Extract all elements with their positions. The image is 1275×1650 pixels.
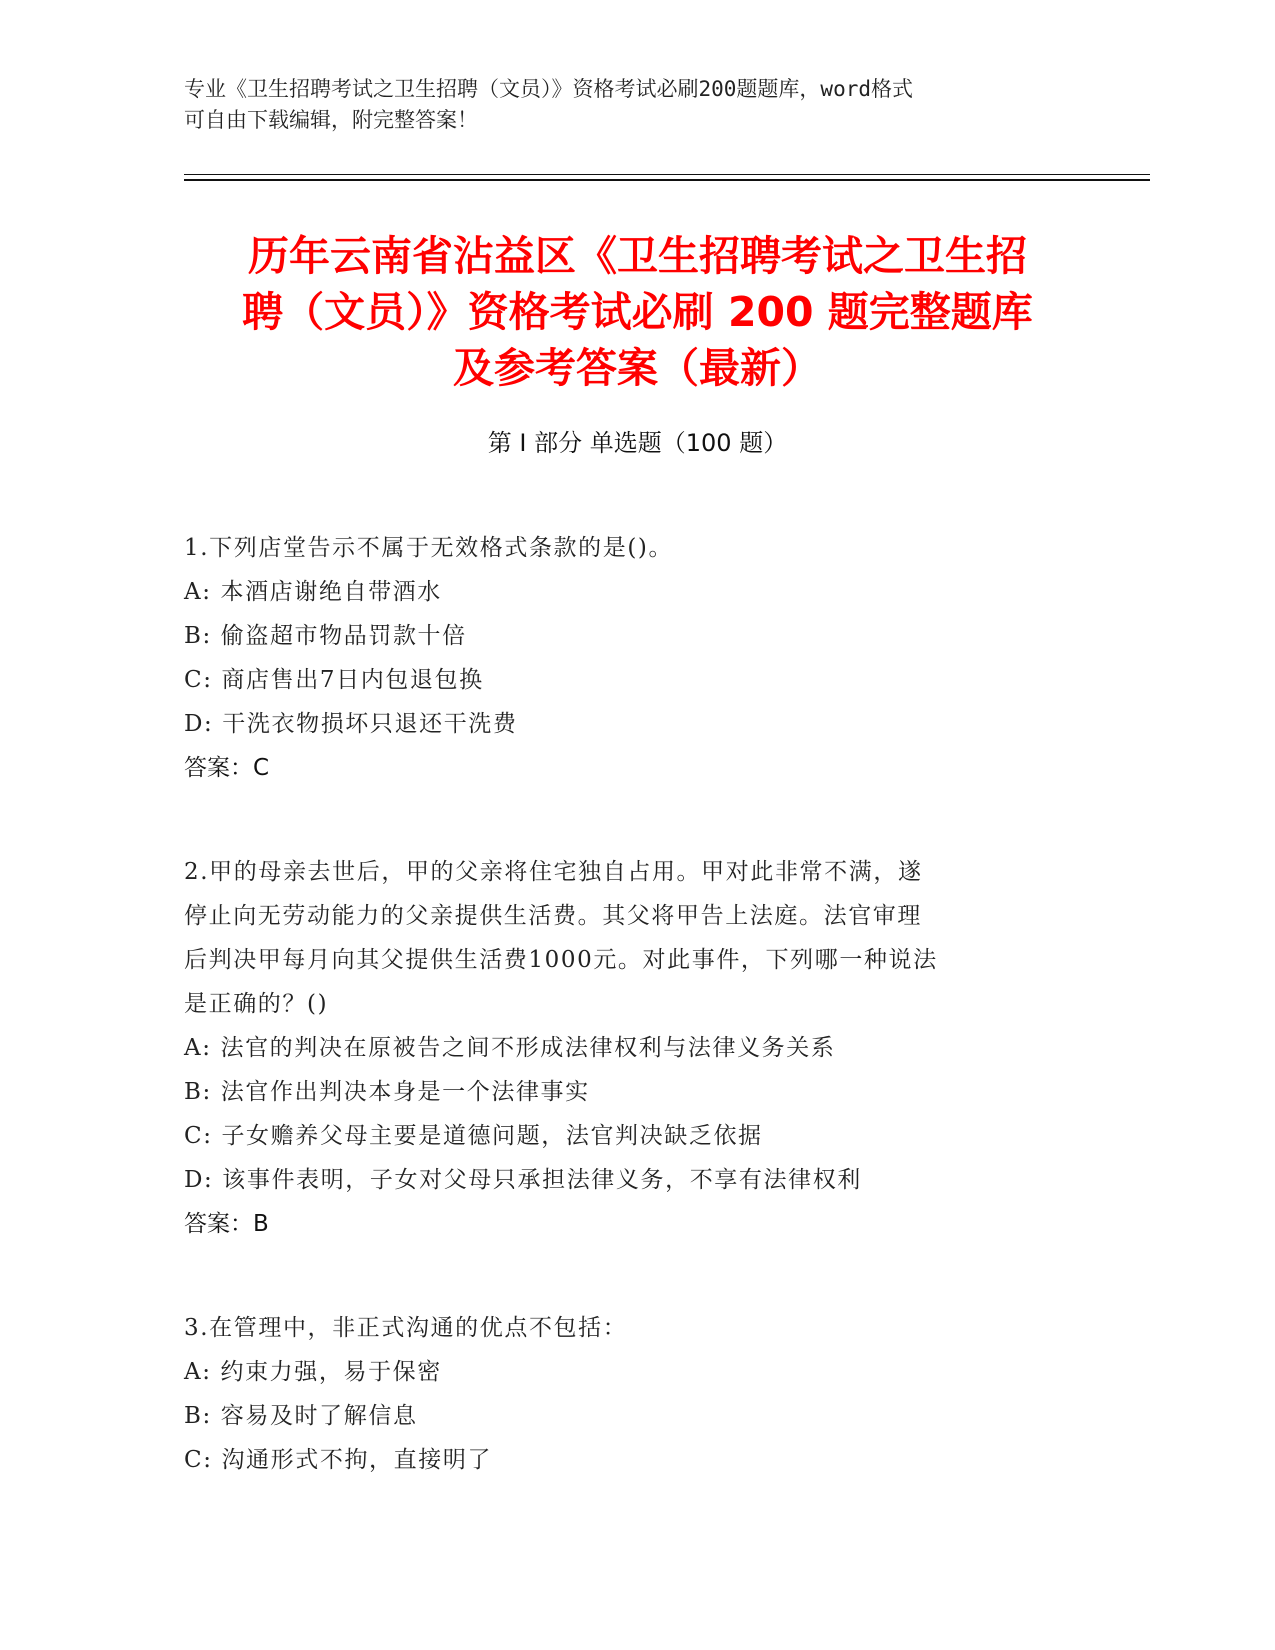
question-spacer bbox=[184, 790, 1084, 850]
option-c: C: 子女赡养父母主要是道德问题，法官判决缺乏依据 bbox=[184, 1123, 763, 1149]
option-b: B: 容易及时了解信息 bbox=[184, 1403, 418, 1429]
option-b: B: 法官作出判决本身是一个法律事实 bbox=[184, 1079, 590, 1105]
question-stem: 是正确的？() bbox=[184, 991, 329, 1017]
title-line: 历年云南省沾益区《卫生招聘考试之卫生招 bbox=[248, 232, 1027, 280]
option-d: D: 该事件表明，子女对父母只承担法律义务，不享有法律权利 bbox=[184, 1167, 862, 1193]
question-item bbox=[184, 1306, 1084, 1482]
question-stem: 3.在管理中，非正式沟通的优点不包括： bbox=[184, 1315, 628, 1341]
question-stem: 1.下列店堂告示不属于无效格式条款的是()。 bbox=[184, 535, 674, 561]
option-c: C: 商店售出7日内包退包换 bbox=[184, 667, 484, 693]
section-heading: 第 I 部分 单选题（100 题） bbox=[487, 429, 788, 457]
option-d: D: 干洗衣物损坏只退还干洗费 bbox=[184, 711, 518, 737]
answer-line: 答案：B bbox=[184, 1211, 269, 1237]
option-c: C: 沟通形式不拘，直接明了 bbox=[184, 1447, 493, 1473]
option-a: A: 法官的判决在原被告之间不形成法律权利与法律义务关系 bbox=[184, 1035, 836, 1061]
header-divider-thin bbox=[184, 174, 1150, 175]
option-a: A: 约束力强，易于保密 bbox=[184, 1359, 442, 1385]
header-divider-thick bbox=[184, 179, 1150, 181]
question-item bbox=[184, 526, 1084, 790]
header-note-line: 专业《卫生招聘考试之卫生招聘（文员）》资格考试必刷200题题库，word格式 bbox=[184, 77, 913, 101]
header-note bbox=[184, 74, 1064, 136]
answer-line: 答案：C bbox=[184, 755, 270, 781]
question-stem: 停止向无劳动能力的父亲提供生活费。其父将甲告上法庭。法官审理 bbox=[184, 903, 922, 929]
title-line: 聘（文员）》资格考试必刷 200 题完整题库 bbox=[242, 288, 1033, 336]
document-title bbox=[150, 228, 1125, 396]
question-stem: 2.甲的母亲去世后，甲的父亲将住宅独自占用。甲对此非常不满，遂 bbox=[184, 859, 923, 885]
header-note-line: 可自由下载编辑，附完整答案！ bbox=[184, 108, 478, 132]
question-item bbox=[184, 850, 1084, 1246]
question-list bbox=[184, 526, 1084, 1482]
question-stem: 后判决甲每月向其父提供生活费1000元。对此事件，下列哪一种说法 bbox=[184, 947, 938, 973]
option-a: A: 本酒店谢绝自带酒水 bbox=[184, 579, 442, 605]
question-spacer bbox=[184, 1246, 1084, 1306]
title-line: 及参考答案（最新） bbox=[453, 344, 822, 392]
option-b: B: 偷盗超市物品罚款十倍 bbox=[184, 623, 467, 649]
